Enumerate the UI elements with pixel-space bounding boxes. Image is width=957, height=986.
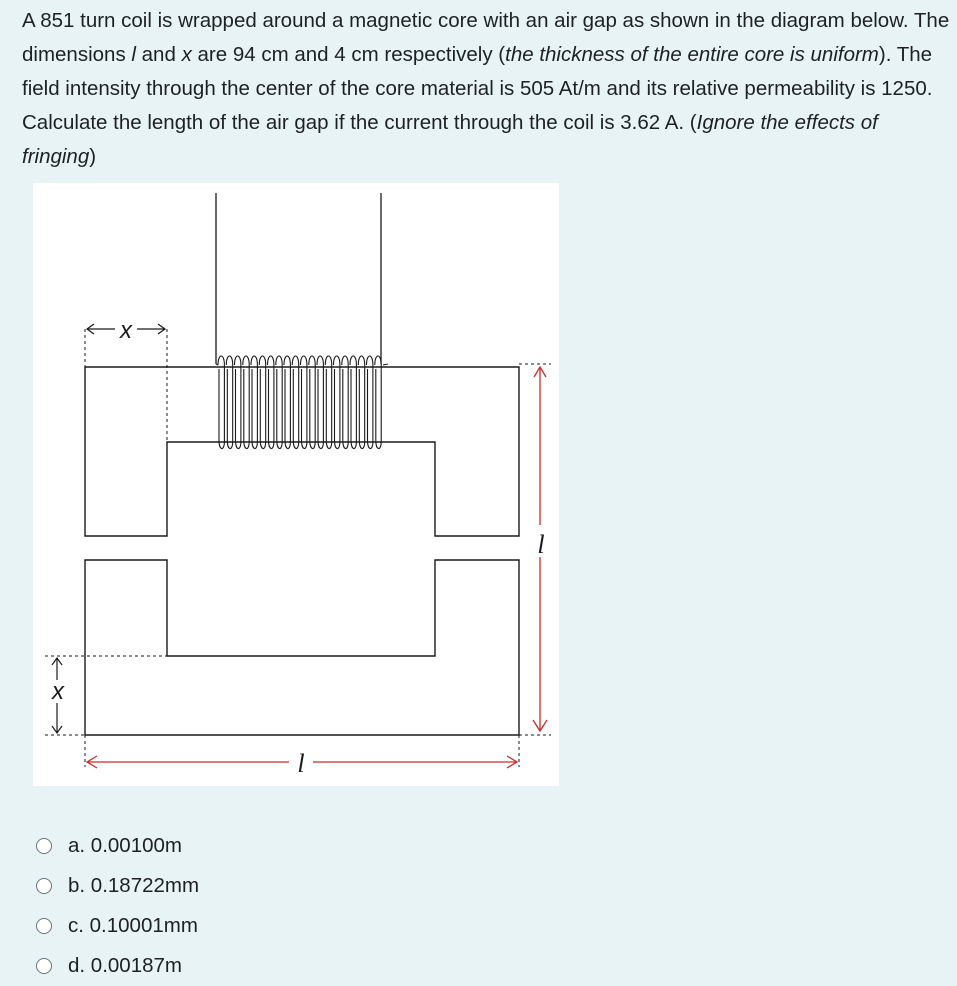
coil-turns [218, 356, 381, 449]
answer-label-c: c. 0.10001mm [68, 914, 198, 937]
question-segment: ). The field intensity through the center of the core material is 505 At/m and its relative permeability is 1250. Calculate the length of the air gap if the current through the coil is 3.62 A. ( [22, 43, 933, 134]
answer-option-c[interactable] [36, 906, 199, 946]
dimension-l-bottom-label: l [297, 749, 305, 778]
question-text [22, 4, 952, 174]
question-note-fringing: Ignore the effects of fringing [22, 111, 878, 168]
radio-button-b[interactable] [36, 878, 52, 894]
radio-button-c[interactable] [36, 918, 52, 934]
core-lower-half [85, 560, 519, 735]
question-segment: ) [89, 145, 97, 168]
question-symbol-x: x [181, 43, 192, 66]
dimension-x-top-label: x [120, 317, 132, 344]
question-symbol-l: l [131, 43, 136, 66]
question-note-uniform: the thickness of the entire core is uniform [505, 43, 879, 66]
question-segment: A 851 turn coil is wrapped around a magnetic core with an air gap as shown in the diagram below. The dimensions [22, 9, 950, 66]
answer-label-b: b. 0.18722mm [68, 874, 200, 897]
question-segment: are 94 cm and 4 cm respectively ( [191, 43, 506, 66]
coil-winding [216, 356, 388, 449]
core-diagram [33, 183, 559, 786]
dimension-l-right-label: l [537, 530, 545, 559]
answer-options [36, 826, 199, 986]
answer-option-a[interactable] [36, 826, 199, 866]
radio-button-a[interactable] [36, 838, 52, 854]
answer-option-b[interactable] [36, 866, 199, 906]
dashed-guides [45, 329, 551, 767]
question-segment: and [135, 43, 182, 66]
core-diagram-svg [33, 183, 559, 786]
answer-label-d: d. 0.00187m [68, 954, 182, 977]
answer-option-d[interactable] [36, 946, 199, 986]
answer-label-a: a. 0.00100m [68, 834, 182, 857]
coil-lead-joins [216, 364, 388, 365]
radio-button-d[interactable] [36, 958, 52, 974]
dimension-x-left-label: x [52, 678, 64, 705]
